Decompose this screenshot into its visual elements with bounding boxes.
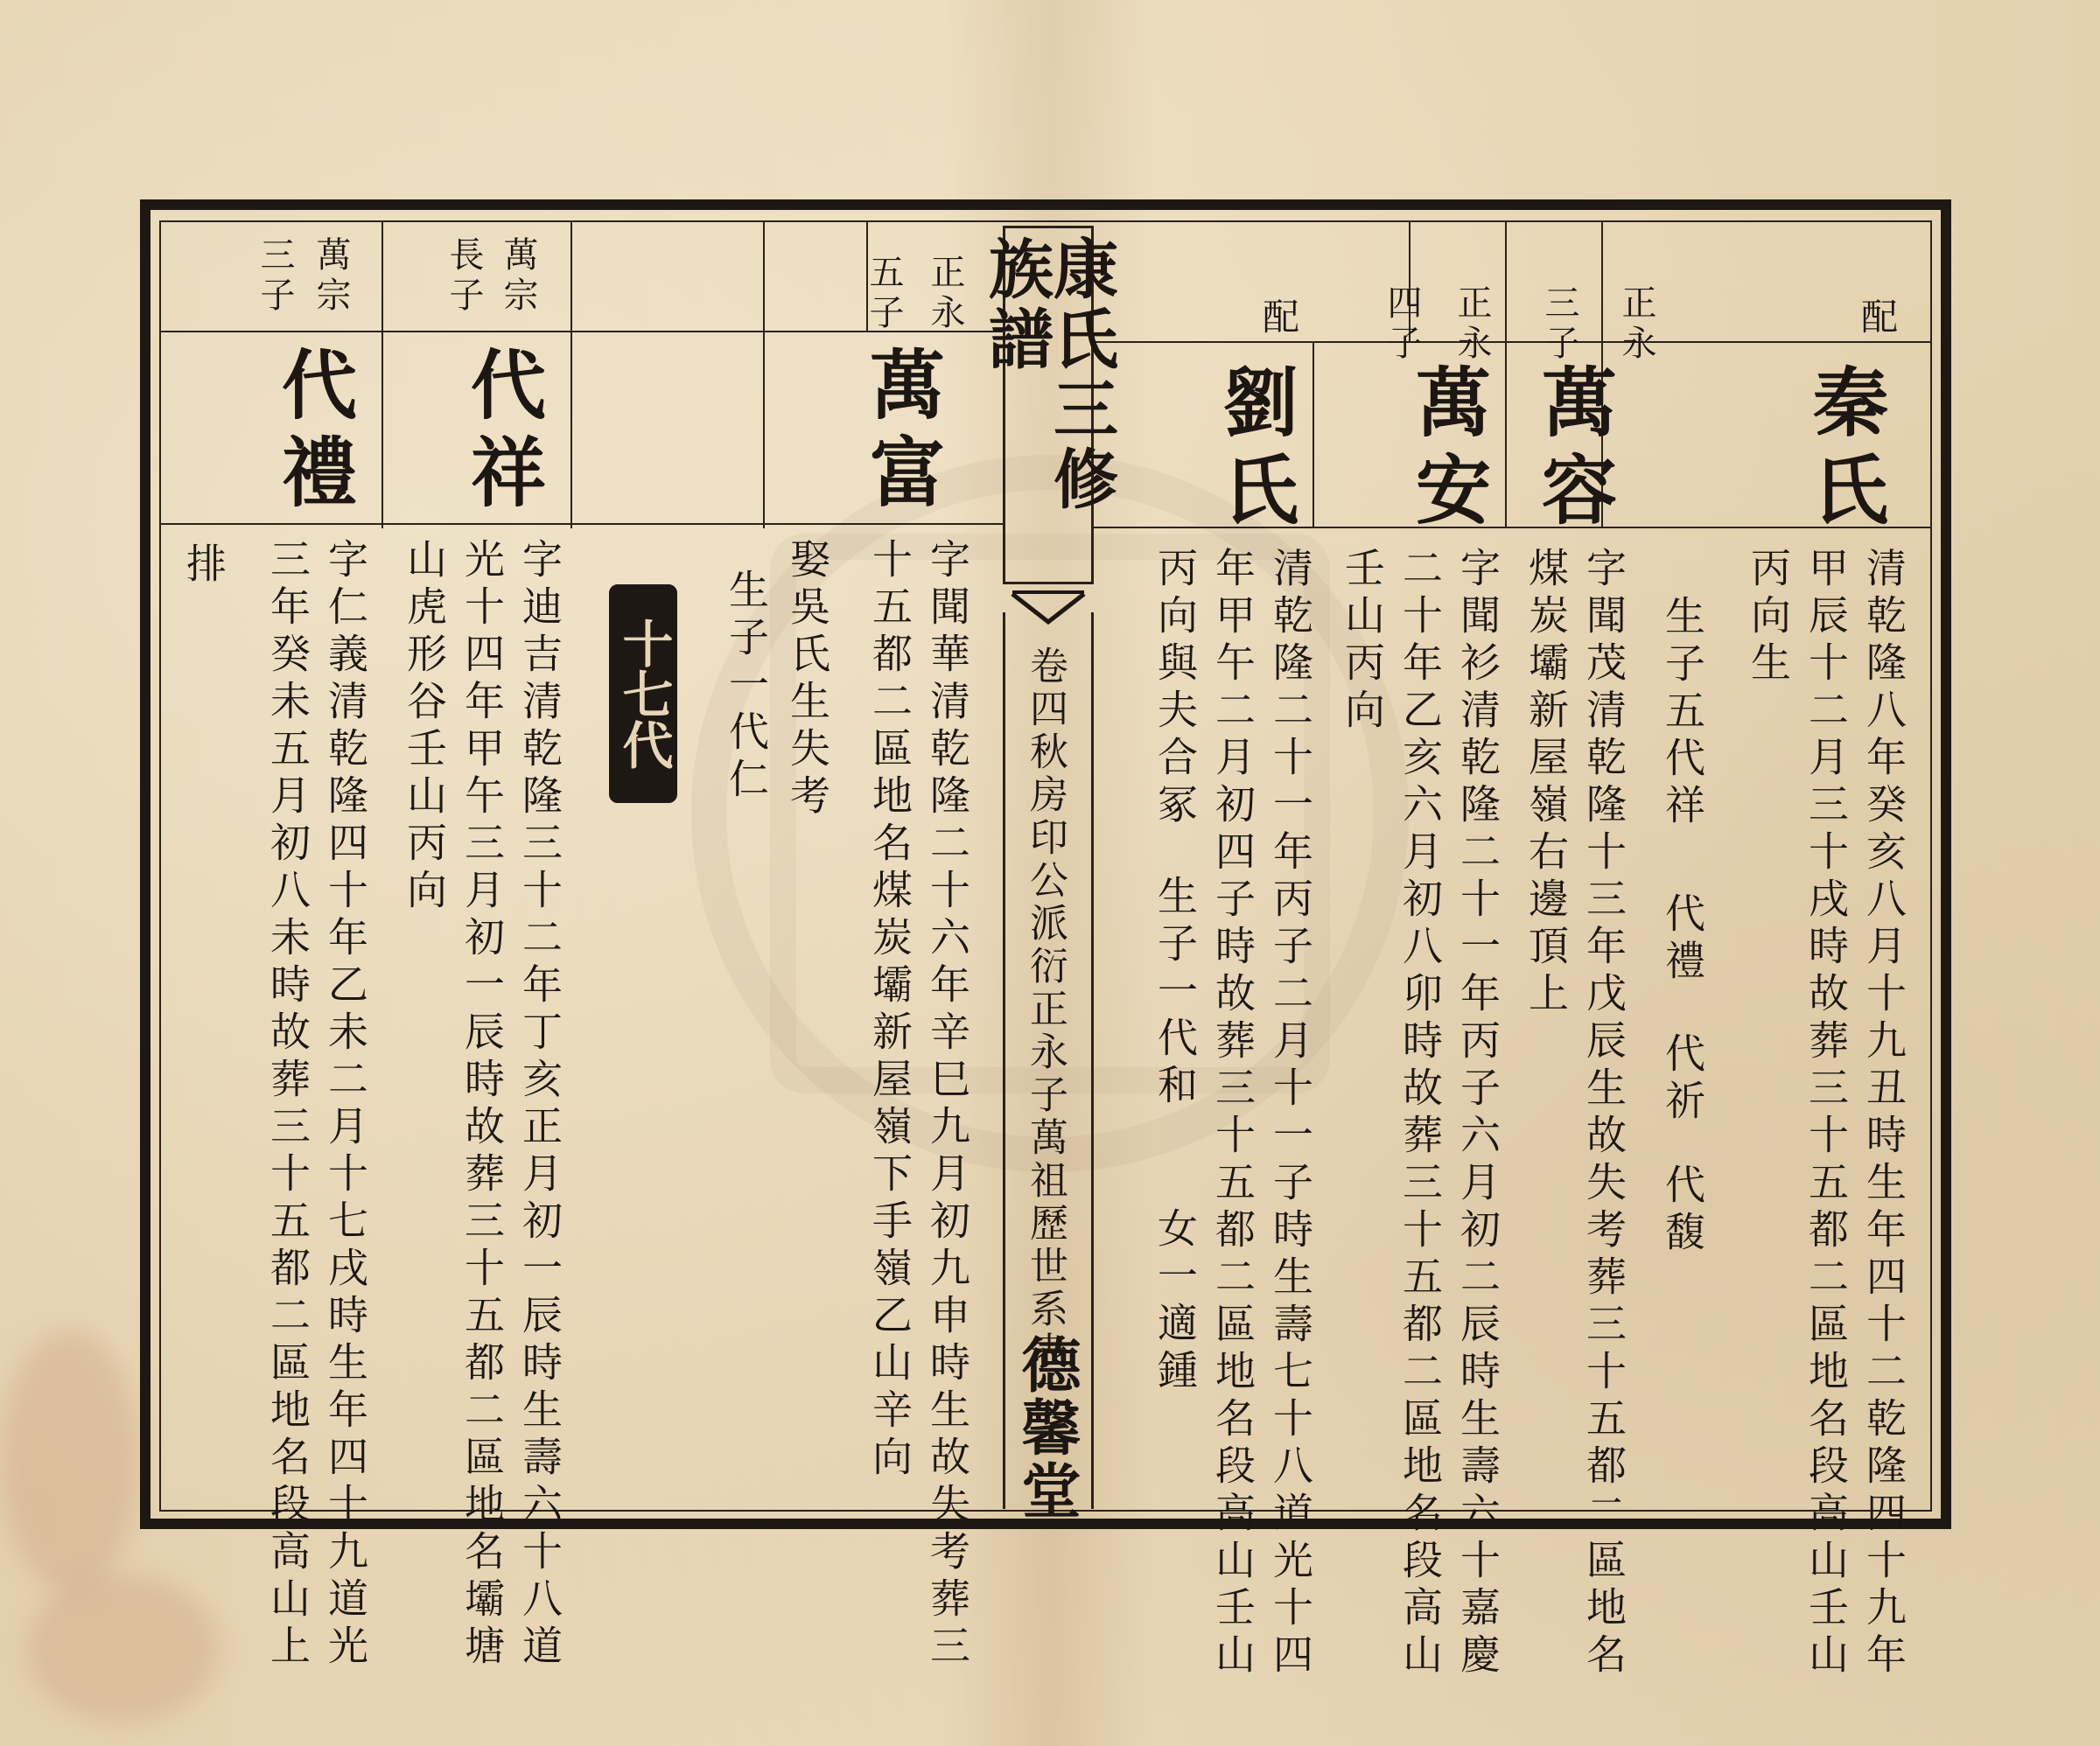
record-text: 煤炭壩新屋嶺右邊頂上 bbox=[1522, 547, 1570, 1019]
col-divider bbox=[570, 222, 572, 528]
parent-label: 長子 bbox=[444, 236, 484, 317]
person-name-wanfu: 萬富 bbox=[857, 346, 945, 520]
parent-label: 正永 bbox=[1616, 284, 1656, 365]
parent-label: 正永 bbox=[925, 254, 965, 334]
record-sons: 生子五代祥 bbox=[1659, 595, 1706, 831]
record-sons: 代禮 bbox=[1659, 892, 1706, 987]
parent-label: 萬宗 bbox=[498, 236, 538, 317]
generation-badge: 十七代 bbox=[609, 584, 677, 803]
record-text: 二十年乙亥六月初八卯時故葬三十五都二區地名段高山 bbox=[1396, 547, 1444, 1680]
col-divider bbox=[1505, 222, 1507, 528]
col-divider bbox=[763, 222, 765, 528]
record-text: 字仁義清乾隆四十年乙未二月十七戌時生年四十九道光 bbox=[322, 538, 369, 1672]
person-name-liu: 劉氏 bbox=[1210, 363, 1298, 538]
parent-label: 三子 bbox=[1539, 284, 1579, 365]
hall-name: 德馨堂 bbox=[1012, 1334, 1082, 1523]
col-divider bbox=[382, 222, 383, 528]
record-text: 排 bbox=[180, 542, 228, 590]
paper-stain bbox=[0, 1330, 140, 1592]
parent-label: 四子 bbox=[1382, 284, 1422, 365]
parent-label: 萬宗 bbox=[311, 236, 351, 317]
record-text: 清乾隆二十一年丙子二月十一子時生壽七十八道光十四 bbox=[1267, 547, 1314, 1680]
record-text: 光十四年甲午三月初一辰時故葬三十五都二區地名壩塘 bbox=[458, 538, 506, 1672]
record-daughters: 女一適鍾 bbox=[1152, 1207, 1199, 1396]
record-text: 丙向生 bbox=[1745, 547, 1792, 688]
person-name-wanrong: 萬容 bbox=[1529, 363, 1617, 538]
paper-stain bbox=[26, 1575, 219, 1723]
spouse-marker: 配 bbox=[1856, 297, 1899, 334]
record-text: 丙向與夫合冢 bbox=[1152, 547, 1199, 830]
person-name-wanan: 萬安 bbox=[1403, 363, 1491, 538]
record-text: 山虎形谷壬山丙向 bbox=[401, 538, 448, 916]
parent-label: 三子 bbox=[255, 236, 295, 317]
record-text: 字聞衫清乾隆二十一年丙子六月初二辰時生壽六十嘉慶 bbox=[1454, 547, 1502, 1680]
record-sons: 代祈 bbox=[1659, 1032, 1706, 1127]
book-title: 康氏三修族譜 bbox=[1003, 226, 1094, 584]
record-text: 年甲午二月初四子時故葬三十五都二區地名段高山壬山 bbox=[1209, 547, 1256, 1680]
volume-subtitle: 卷四秋房印公派衍正永子萬祖歷世系表二 bbox=[1023, 646, 1068, 1417]
record-sons: 代馥 bbox=[1659, 1163, 1706, 1258]
record-text: 甲辰十二月三十戌時故葬三十五都二區地名段高山壬山 bbox=[1802, 547, 1850, 1680]
spouse-marker: 配 bbox=[1257, 297, 1300, 334]
col-divider bbox=[1312, 341, 1314, 528]
person-name-daili: 代禮 bbox=[269, 346, 357, 520]
record-text: 三年癸未五月初八未時故葬三十五都二區地名段高山上 bbox=[264, 538, 312, 1672]
row-divider-left-2 bbox=[161, 523, 1003, 525]
record-text: 壬山丙向 bbox=[1339, 547, 1386, 736]
record-text: 十五都二區地名煤炭壩新屋嶺下手嶺乙山辛向 bbox=[866, 538, 914, 1483]
person-name-daixiang: 代祥 bbox=[458, 346, 546, 520]
record-text: 清乾隆八年癸亥八月十九丑時生年四十二乾隆四十九年 bbox=[1860, 547, 1908, 1680]
record-text: 字聞茂清乾隆十三年戊辰生故失考葬三十五都二區地名 bbox=[1580, 547, 1628, 1680]
record-text: 娶吳氏生失考 bbox=[784, 538, 831, 821]
record-sons: 生子一代仁 bbox=[723, 569, 770, 805]
record-text: 字聞華清乾隆二十六年辛巳九月初九申時生故失考葬三 bbox=[924, 538, 971, 1672]
record-sons: 生子一代和 bbox=[1152, 875, 1199, 1111]
parent-label: 正永 bbox=[1452, 284, 1492, 365]
person-name-qin: 秦氏 bbox=[1800, 363, 1888, 538]
row-divider-right bbox=[1094, 341, 1930, 343]
record-text: 字迪吉清乾隆三十二年丁亥正月初一辰時生壽六十八道 bbox=[516, 538, 564, 1672]
parent-label: 五子 bbox=[864, 254, 904, 334]
